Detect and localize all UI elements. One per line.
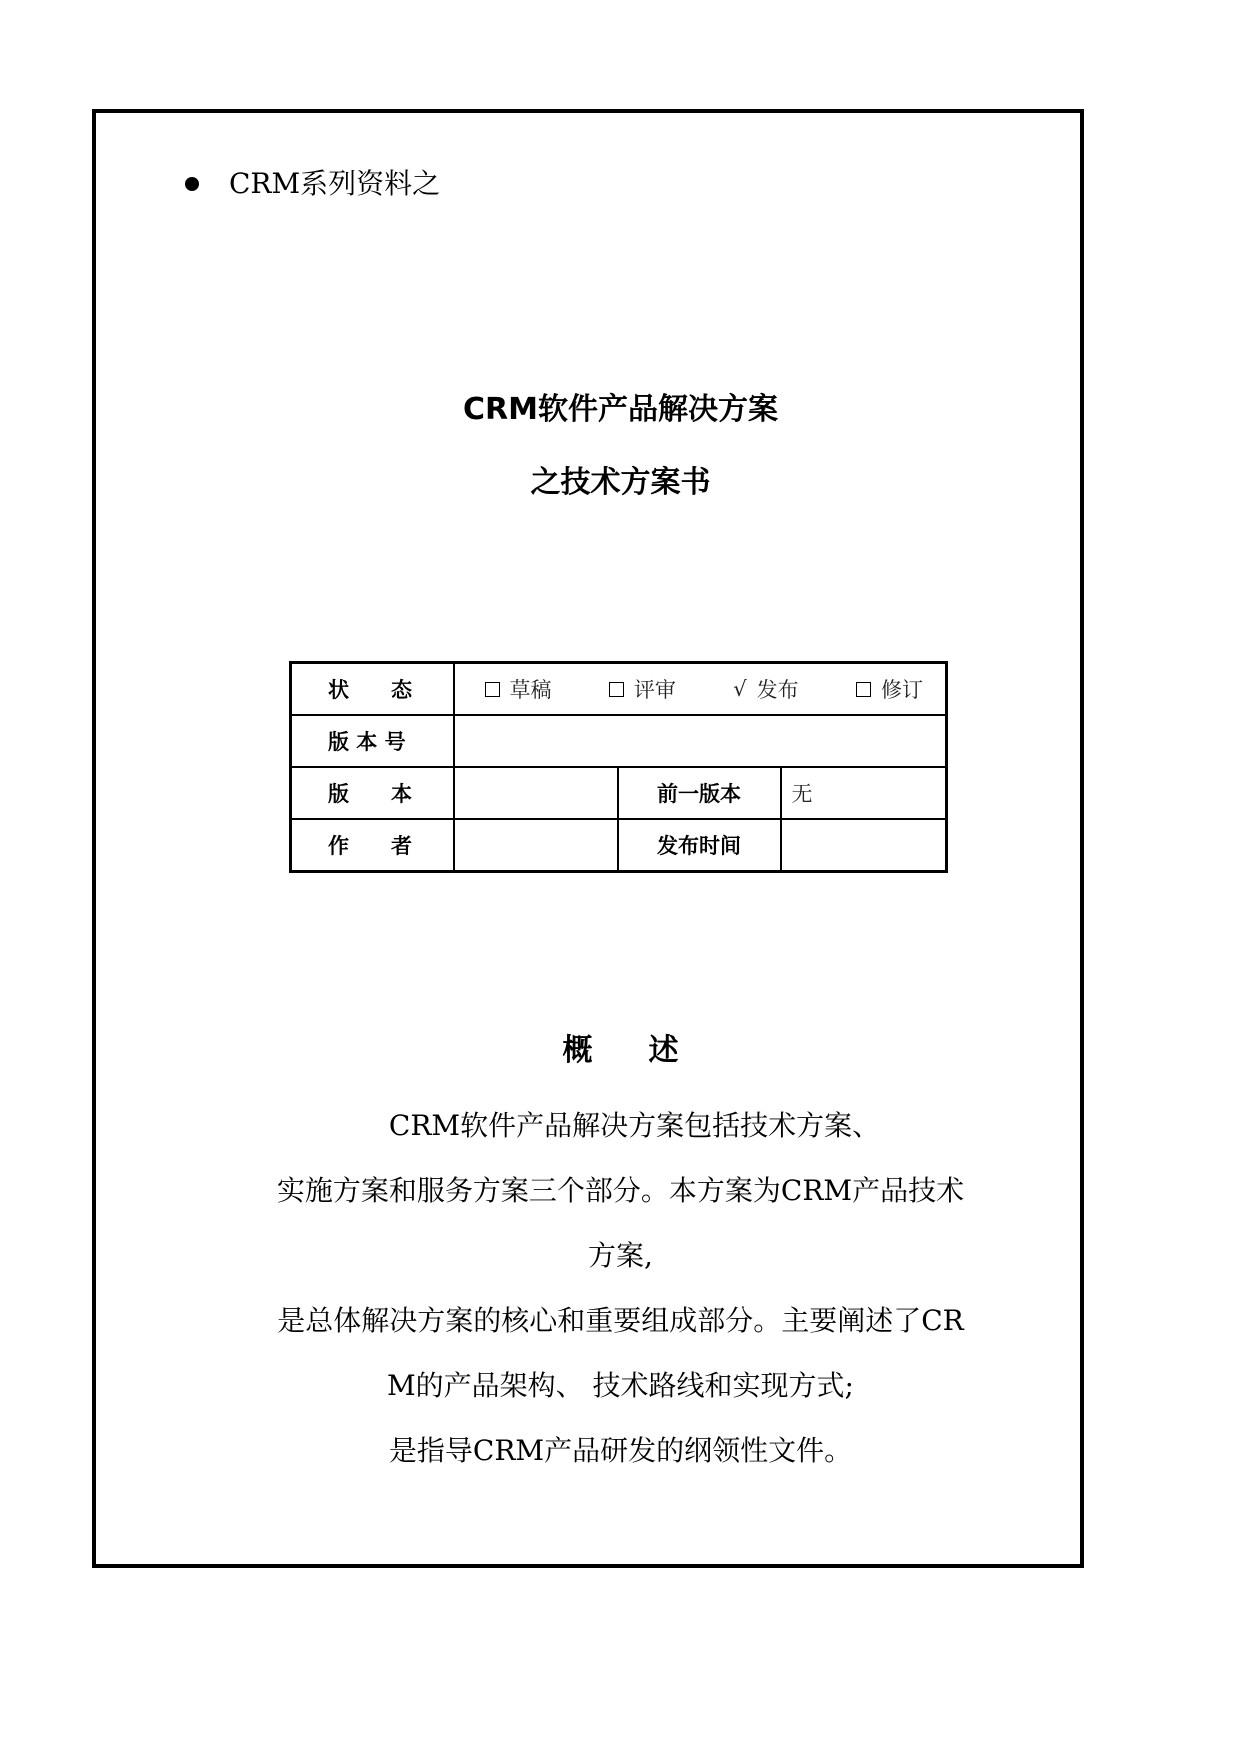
status-option-release[interactable]: √ 发布 — [733, 677, 799, 702]
summary-line: CRM软件产品解决方案包括技术方案、 — [360, 1109, 881, 1142]
checkbox-icon — [485, 682, 500, 697]
version-value[interactable] — [454, 767, 618, 819]
bullet-icon — [185, 177, 199, 191]
series-line — [185, 164, 440, 204]
checkbox-icon — [856, 682, 871, 697]
summary-line: 实施方案和服务方案三个部分。本方案为CRM产品技术 — [276, 1174, 965, 1207]
document-subtitle: 之技术方案书 — [530, 465, 711, 500]
status-options — [454, 663, 947, 716]
version-row — [291, 767, 947, 819]
version-number-label: 版 本 号 — [291, 715, 454, 767]
previous-version-value[interactable]: 无 — [781, 767, 947, 819]
version-label: 版 本 — [291, 767, 454, 819]
previous-version-label: 前一版本 — [618, 767, 781, 819]
checkbox-icon — [609, 682, 624, 697]
release-time-value[interactable] — [781, 819, 947, 872]
document-info-table — [289, 661, 948, 873]
version-number-row — [291, 715, 947, 767]
summary-line: M的产品架构、 技术路线和实现方式; — [386, 1369, 854, 1402]
summary-heading: 概 述 — [562, 1033, 679, 1068]
status-option-draft[interactable]: 草稿 — [485, 674, 552, 704]
status-label: 状 态 — [291, 663, 454, 716]
author-value[interactable] — [454, 819, 618, 872]
version-number-value[interactable] — [454, 715, 947, 767]
summary-line: 是总体解决方案的核心和重要组成部分。主要阐述了CR — [277, 1304, 964, 1337]
author-label: 作 者 — [291, 819, 454, 872]
release-time-label: 发布时间 — [618, 819, 781, 872]
checkmark-icon: √ — [733, 677, 747, 701]
summary-line: 是指导CRM产品研发的纲领性文件。 — [388, 1434, 853, 1467]
author-row — [291, 819, 947, 872]
status-option-review[interactable]: 评审 — [609, 674, 676, 704]
status-row — [291, 663, 947, 716]
series-text: CRM系列资料之 — [229, 167, 441, 200]
status-option-revise[interactable]: 修订 — [856, 674, 923, 704]
document-title: CRM软件产品解决方案 — [463, 392, 778, 427]
summary-paragraph — [250, 1093, 991, 1483]
summary-line: 方案, — [588, 1239, 653, 1272]
